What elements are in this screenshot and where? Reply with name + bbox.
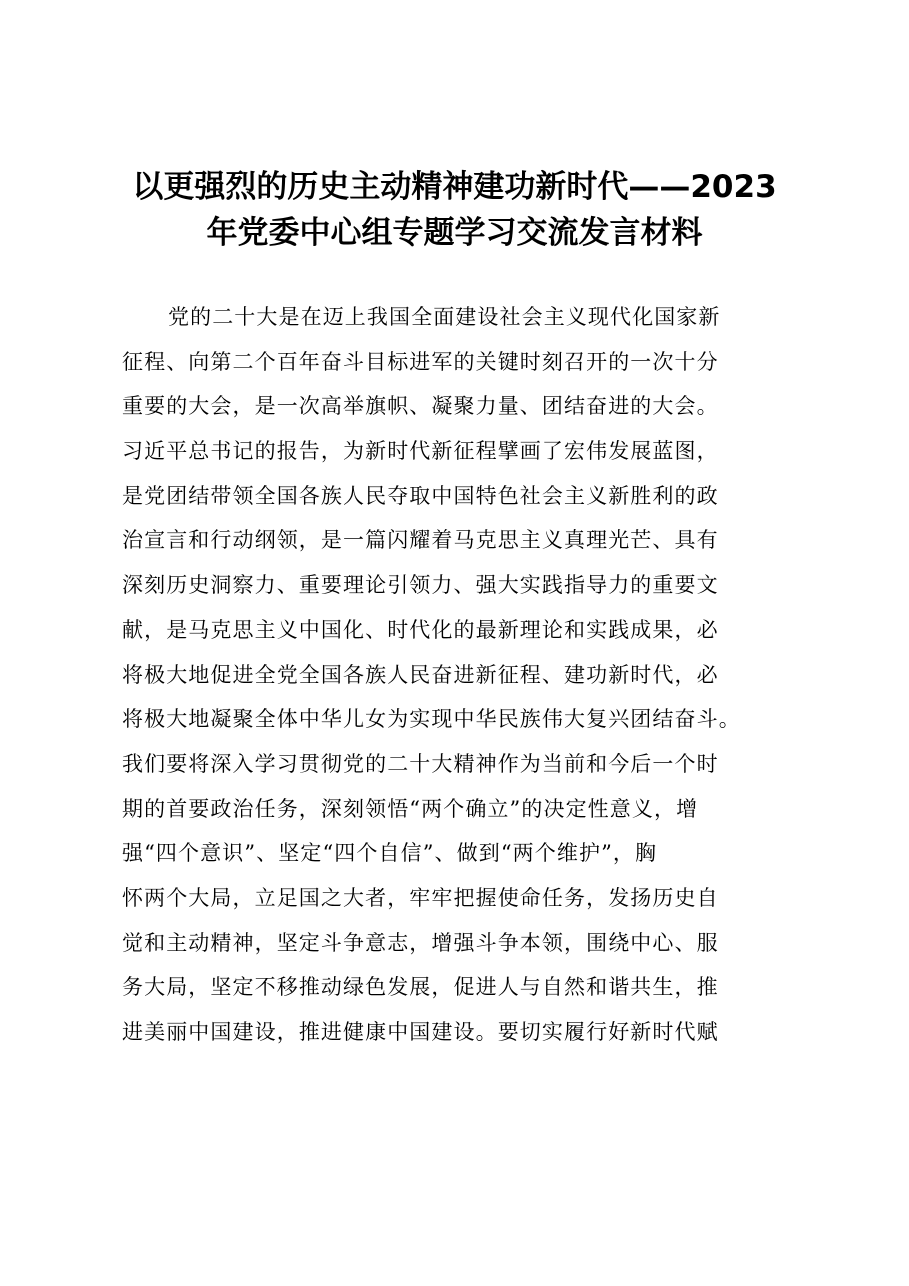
body-line-11: 我们要将深入学习贯彻党的二十大精神作为当前和今后一个时 — [122, 751, 719, 776]
body-line-12: 期的首要政治任务，深刻领悟“两个确立”的决定性意义，增 — [122, 796, 699, 821]
body-line-4: 习近平总书记的报告，为新时代新征程擘画了宏伟发展蓝图， — [122, 439, 719, 464]
body-line-6: 治宣言和行动纲领，是一篇闪耀着马克思主义真理光芒、具有 — [122, 528, 719, 553]
title-line-2: 年党委中心组专题学习交流发言材料 — [206, 215, 703, 251]
body-line-8: 献，是马克思主义中国化、时代化的最新理论和实践成果，必 — [122, 617, 719, 642]
body-line-10: 将极大地凝聚全体中华儿女为实现中华民族伟大复兴团结奋斗。 — [122, 707, 741, 732]
body-line-7: 深刻历史洞察力、重要理论引领力、强大实践指导力的重要文 — [122, 573, 719, 598]
body-line-16: 务大局，坚定不移推动绿色发展，促进人与自然和谐共生，推 — [122, 975, 719, 1000]
body-line-14: 怀两个大局，立足国之大者，牢牢把握使命任务，发扬历史自 — [122, 885, 719, 910]
body-line-2: 征程、向第二个百年奋斗目标进军的关键时刻召开的一次十分 — [122, 349, 719, 374]
document-body — [122, 295, 842, 1055]
body-line-13: 强“四个意识”、坚定“四个自信”、做到“两个维护”，胸 — [122, 841, 658, 866]
body-line-3: 重要的大会，是一次高举旗帜、凝聚力量、团结奋进的大会。 — [122, 394, 719, 419]
body-line-15: 觉和主动精神，坚定斗争意志，增强斗争本领，围绕中心、服 — [122, 930, 719, 955]
title-line-1: 以更强烈的历史主动精神建功新时代——2023 — [132, 169, 777, 205]
body-line-9: 将极大地促进全党全国各族人民奋进新征程、建功新时代，必 — [122, 662, 719, 687]
body-line-1: 党的二十大是在迈上我国全面建设社会主义现代化国家新 — [168, 305, 721, 329]
body-line-5: 是党团结带领全国各族人民夺取中国特色社会主义新胜利的政 — [122, 483, 719, 508]
document-title — [110, 164, 799, 256]
body-line-17: 进美丽中国建设，推进健康中国建设。要切实履行好新时代赋 — [122, 1020, 719, 1044]
